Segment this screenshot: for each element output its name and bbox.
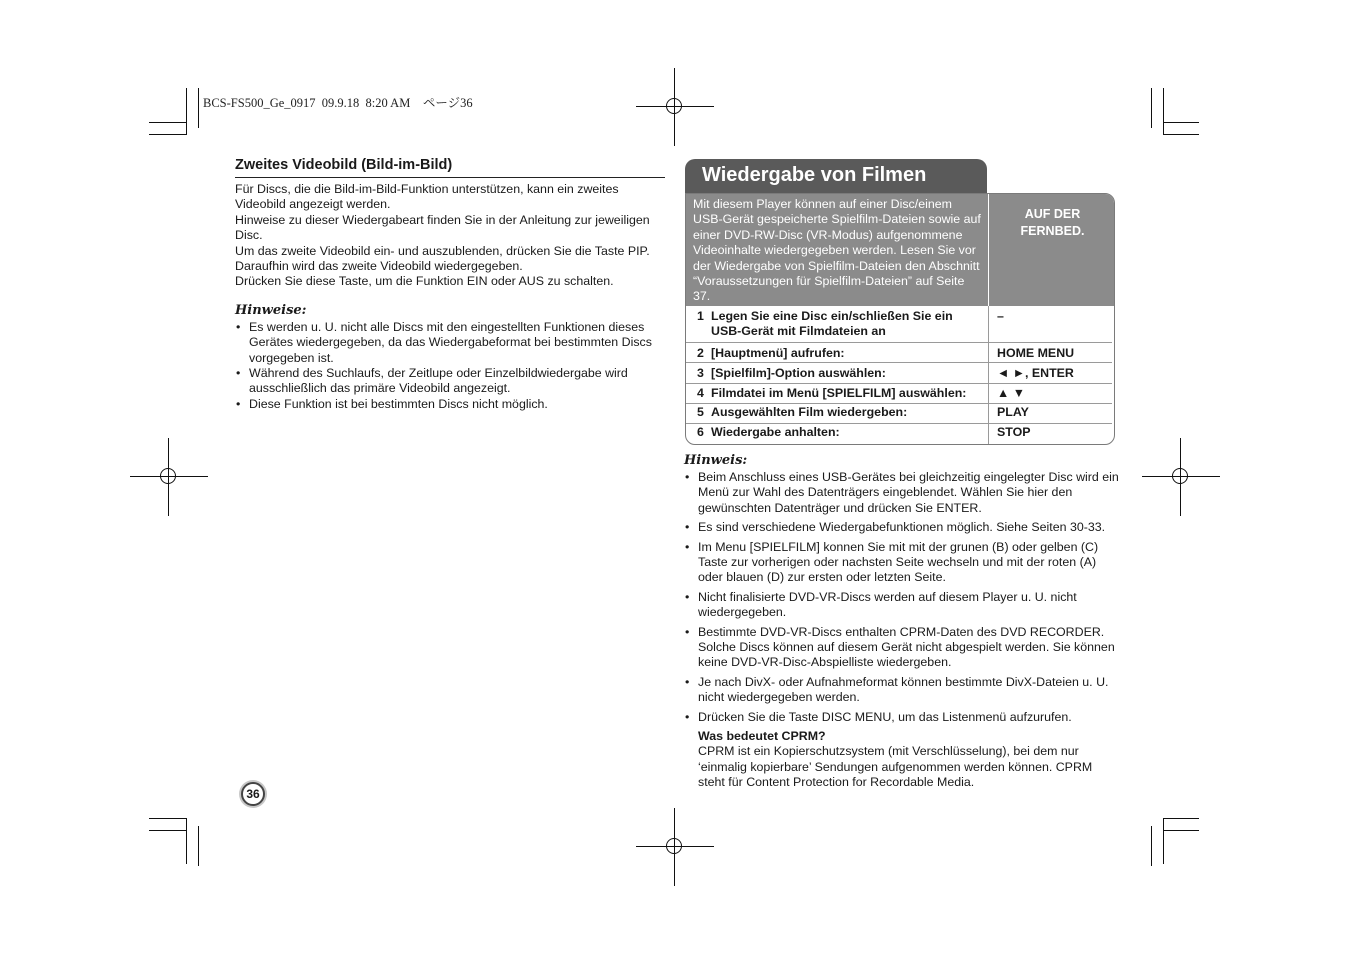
remote-column-header: AUF DER FERNBED. [989,194,1115,306]
table-row: 4 Filmdatei im Menü [SPIELFILM] auswählen: ▲ ▼ [697,386,1025,400]
print-header: BCS-FS500_Ge_0917 09.9.18 8:20 AM ページ36 [203,96,473,110]
notes-heading: Hinweis: [684,453,748,468]
list-item: • Diese Funktion ist bei bestimmten Discs nicht möglich. [235,397,665,412]
crop-mark [1163,122,1199,123]
cprm-box [698,729,1118,791]
paragraph: Für Discs, die die Bild-im-Bild-Funktion unterstützen, kann ein zweites Videobild angezeigt werden. Hinweise zu dieser Wiedergabeart finden Sie in der Anleitung zur jeweiligen Disc. Um das zweite Videobild ein- und auszublenden, drücken Sie die Taste PIP. Daraufhin wird das zweite Videobild wiedergegeben. Drücken Sie diese Taste, um die Funktion EIN oder AUS zu schalten. [235,182,650,289]
table-row: 5 Ausgewählten Film wiedergeben: PLAY [697,405,1029,419]
cprm-question: Was bedeutet CPRM? [698,729,826,743]
registration-mark-icon [130,438,208,516]
crop-mark [1151,826,1152,866]
notes-list [235,320,665,412]
crop-mark [149,818,187,819]
list-item: • Nicht finalisierte DVD-VR-Discs werden auf diesem Player u. U. nicht wiedergegeben. [684,590,1124,621]
section-title: Zweites Videobild (Bild-im-Bild) [235,157,665,178]
notes-heading: Hinweise: [235,302,307,318]
intro-text: Mit diesem Player können auf einer Disc/einem USB-Gerät gespeicherte Spielfilm-Dateien sowie auf einer DVD-RW-Disc (VR-Modus) aufgenommene Videoinhalte wiedergegeben werden. Lesen Sie vor der Wiedergabe von Spielfilm-Dateien den Abschnitt “Voraussetzungen für Spielfilm-Dateien” auf Seite 37. [686,194,988,306]
table-row: 1 Legen Sie eine Disc ein/schließen Sie ein USB-Gerät mit Filmdateien an – [697,309,1004,338]
table-row: 2 [Hauptmenü] aufrufen: HOME MENU [697,346,1075,360]
crop-mark [198,826,199,866]
crop-mark [1163,830,1199,831]
registration-mark-icon [1142,438,1220,516]
list-item: • Je nach DivX- oder Aufnahmeformat können bestimmte DivX-Dateien u. U. nicht wiedergegeben werden. [684,675,1124,706]
list-item: • Drücken Sie die Taste DISC MENU, um das Listenmenü aufzurufen. [684,710,1124,725]
steps-panel [685,193,1115,445]
crop-mark [149,122,187,123]
registration-mark-icon [636,808,714,886]
table-row: 3 [Spielfilm]-Option auswählen: ◄ ►, ENTER [697,366,1074,380]
crop-mark [149,134,187,135]
crop-mark [1163,88,1164,134]
table-row: 6 Wiedergabe anhalten: STOP [697,425,1031,439]
list-item: • Es sind verschiedene Wiedergabefunktionen möglich. Siehe Seiten 30-33. [684,520,1124,535]
crop-mark [149,830,187,831]
crop-mark [1163,818,1199,819]
crop-mark [186,88,187,134]
list-item: • Bestimmte DVD-VR-Discs enthalten CPRM-Daten des DVD RECORDER. Solche Discs können auf diesem Gerät nicht abgespielt werden. Sie können keine DVD-VR-Disc-Abspielliste wiedergeben. [684,625,1124,671]
crop-mark [198,88,199,128]
crop-mark [1163,818,1164,864]
page-title: Wiedergabe von Filmen [685,159,987,195]
crop-mark [1163,134,1199,135]
list-item: • Während des Suchlaufs, der Zeitlupe oder Einzelbildwiedergabe wird ausschließlich das primäre Videobild angezeigt. [235,366,665,397]
crop-mark [1151,88,1152,128]
crop-mark [186,818,187,864]
cprm-answer: CPRM ist ein Kopierschutzsystem (mit Verschlüsselung), bei dem nur ‘einmalig kopierbare’ Sendungen aufgenommen werden können. CPRM steht für Content Protection for Recordable Media. [698,744,1093,790]
notes-list [684,470,1124,725]
playback-notes [684,453,1124,729]
list-item: • Es werden u. U. nicht alle Discs mit den eingestellten Funktionen dieses Gerätes wiedergegeben, da das Wiedergabeformat bei bestimmten Discs vorgegeben ist. [235,320,665,366]
pip-section [235,157,665,412]
registration-mark-icon [636,68,714,146]
list-item: • Beim Anschluss eines USB-Gerätes bei gleichzeitig eingelegter Disc wird ein Menü zur Wahl des Datenträgers eingeblendet. Wählen Sie hier den gewünschten Datenträger und drücken Sie ENTER. [684,470,1124,516]
list-item: • Im Menu [SPIELFILM] konnen Sie mit mit der grunen (B) oder gelben (C) Taste zur vorherigen oder nachsten Seite wechseln und mit der roten (A) oder blauen (D) zur ersten oder letzten Seite. [684,540,1124,586]
page-number: 36 [241,782,265,806]
